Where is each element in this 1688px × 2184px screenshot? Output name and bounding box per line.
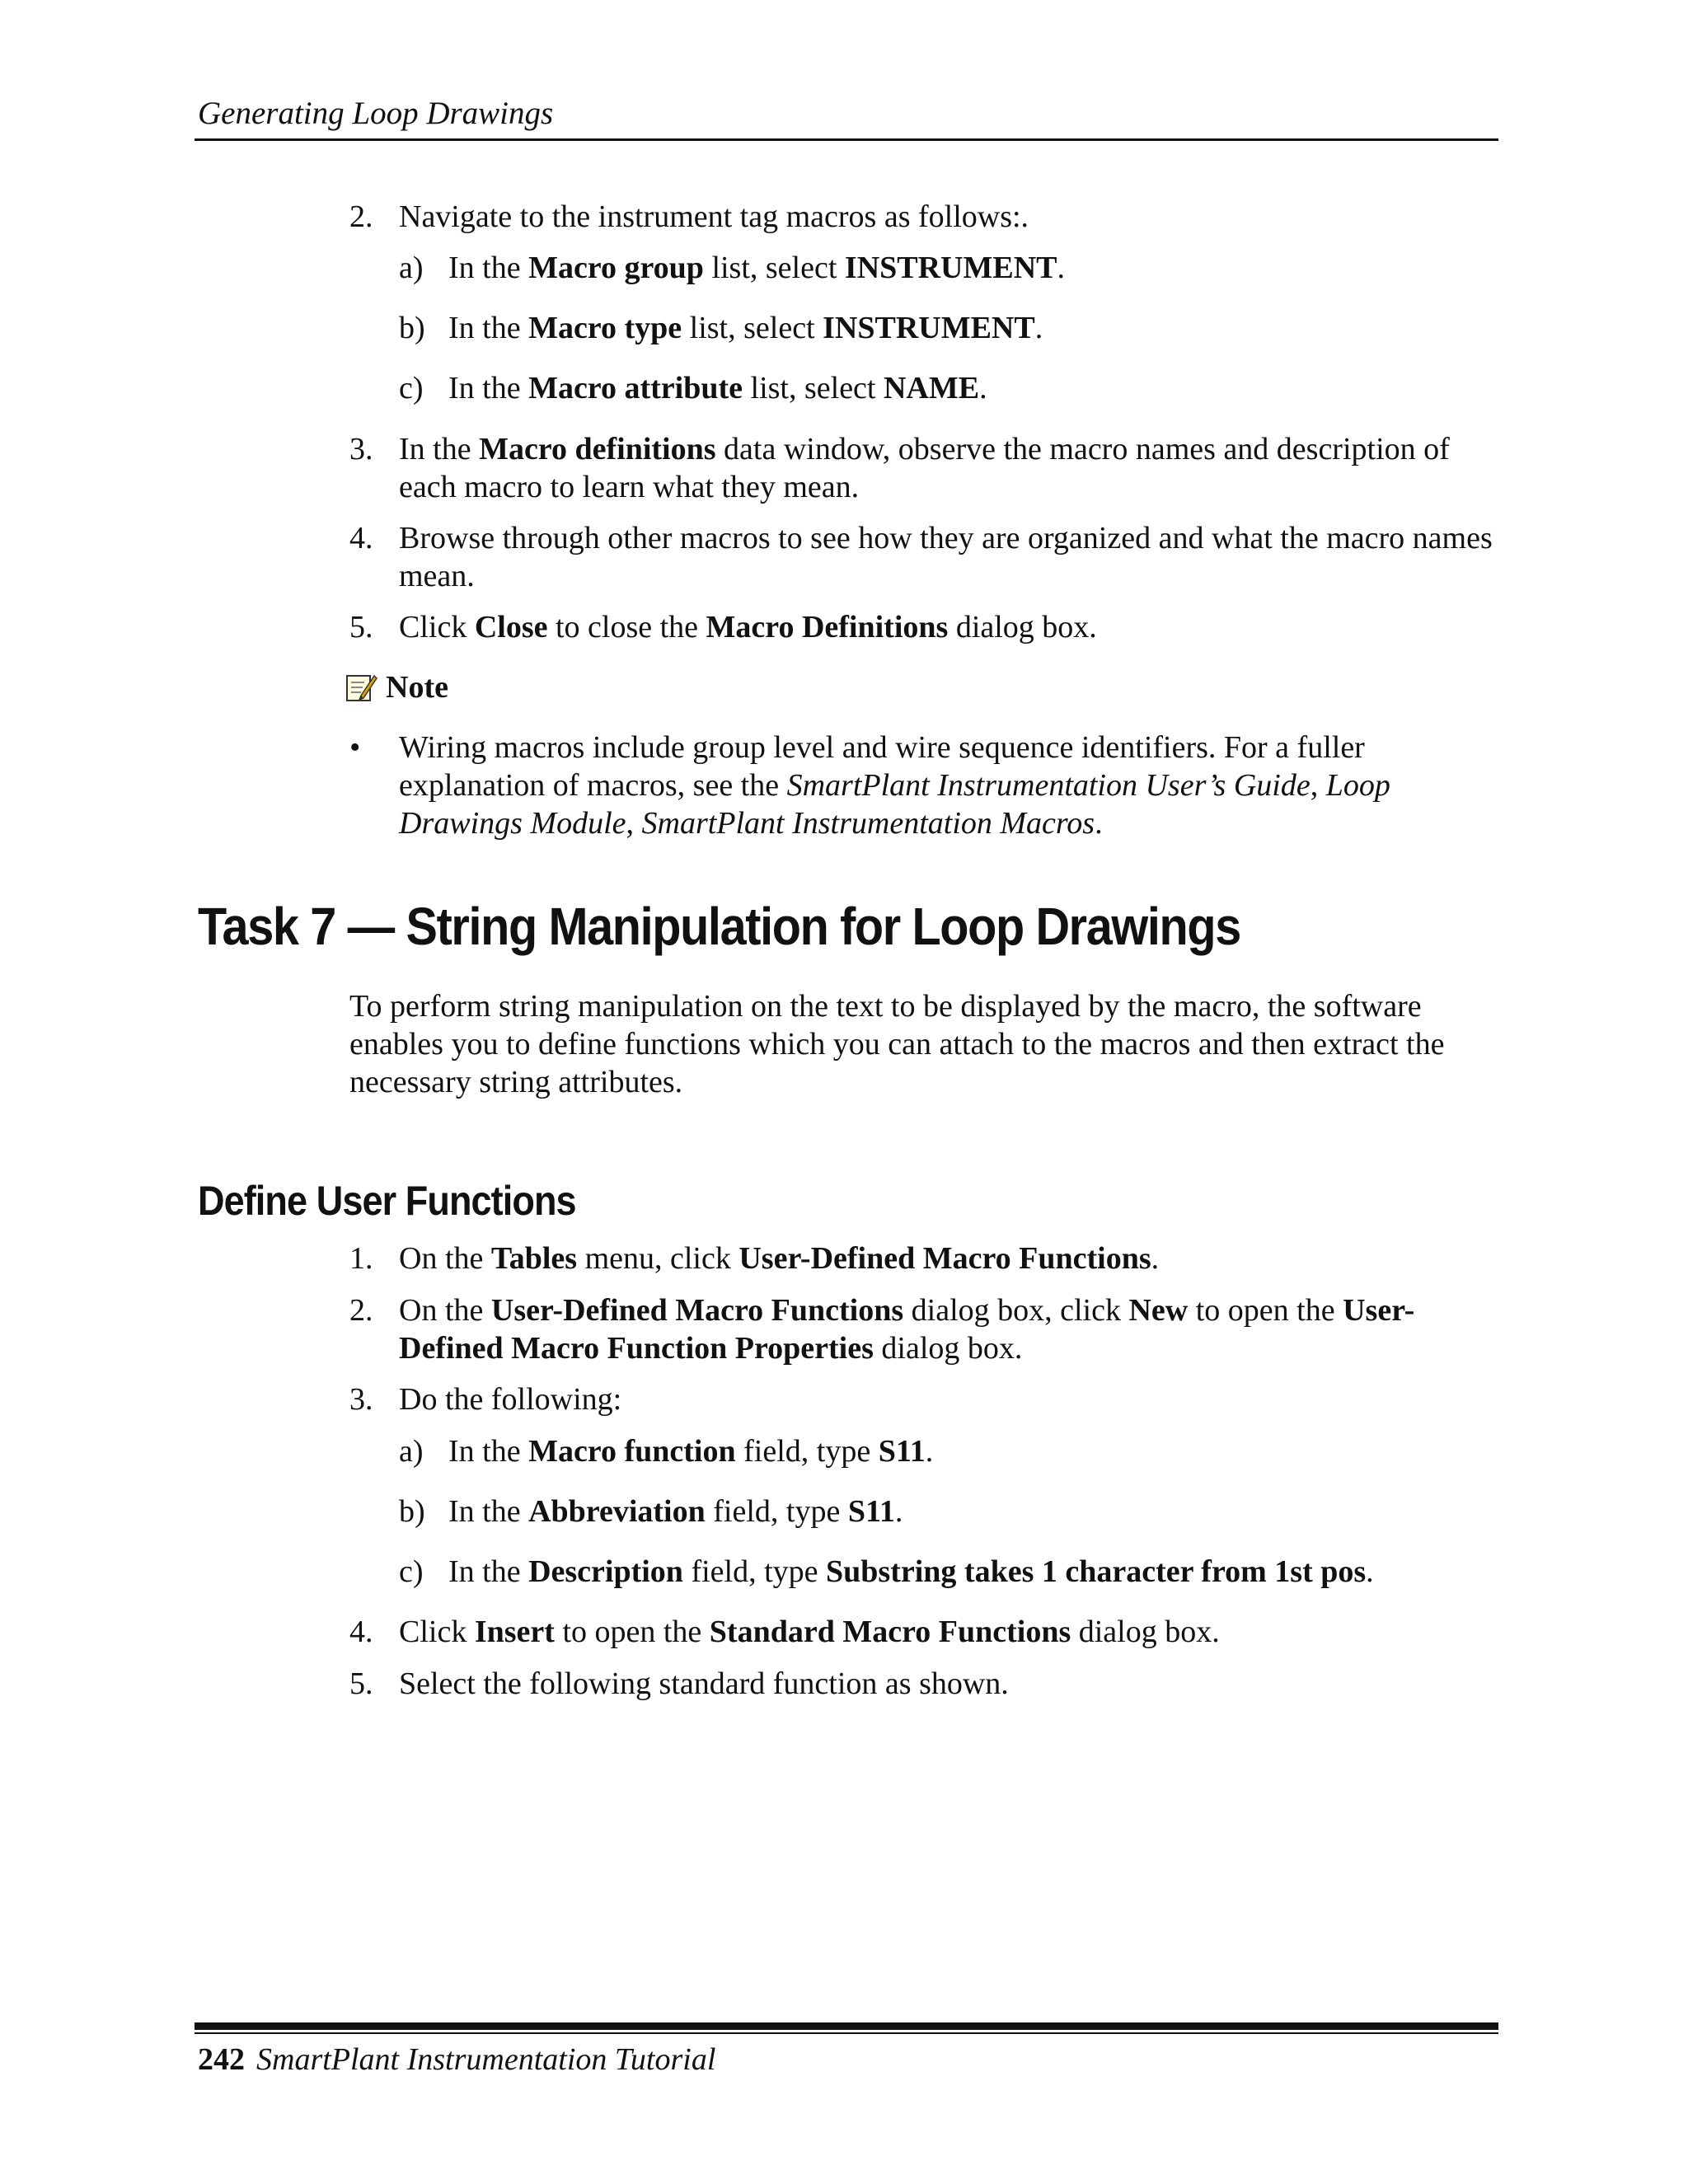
- ui-value: S11: [878, 1434, 926, 1469]
- text-span: dialog box.: [948, 610, 1097, 644]
- step-2c: [349, 369, 1503, 407]
- text-span: to open the: [1188, 1293, 1343, 1328]
- duf-step-5: [349, 1665, 1503, 1703]
- note-pencil-icon: [345, 671, 377, 704]
- sub-marker: b): [399, 1494, 425, 1529]
- text-span: In the: [448, 1434, 529, 1469]
- sub-item: [349, 249, 1503, 287]
- step-number: 4.: [349, 521, 373, 555]
- list-item: [349, 1613, 1503, 1651]
- bullet-item: [349, 729, 1404, 842]
- list-item: [349, 430, 1503, 506]
- step-number: 3.: [349, 432, 373, 466]
- ui-value: INSTRUMENT: [844, 251, 1057, 285]
- list-item: [349, 1291, 1503, 1367]
- step-number: 3.: [349, 1382, 373, 1417]
- sub-item: [349, 1432, 1503, 1470]
- step-text: Do the following:: [399, 1382, 622, 1417]
- step-5: [349, 608, 1503, 646]
- sub-marker: b): [399, 311, 425, 345]
- text-span: On the: [399, 1293, 491, 1328]
- text-span: In the: [448, 251, 529, 285]
- text-span: In the: [448, 1554, 529, 1589]
- text-span: dialog box.: [873, 1331, 1023, 1366]
- task-7-heading: Task 7 — String Manipulation for Loop Drawings: [198, 897, 1240, 956]
- text-span: Click: [399, 1615, 475, 1649]
- ui-term: Macro definitions: [479, 432, 716, 466]
- ui-term: Macro attribute: [528, 371, 743, 405]
- ui-term: Standard Macro Functions: [709, 1615, 1071, 1649]
- text-span: data window, observe the macro names and description of each macro to learn what they mean.: [399, 432, 1450, 504]
- text-span: In the: [448, 1494, 529, 1529]
- ui-term: Macro Definitions: [706, 610, 949, 644]
- note-bullet: [349, 729, 1404, 842]
- text-span: On the: [399, 1241, 491, 1276]
- text-span: menu, click: [577, 1241, 739, 1276]
- sub-marker: a): [399, 251, 424, 285]
- ui-term: New: [1128, 1293, 1189, 1328]
- sub-item: [349, 1553, 1503, 1591]
- header-rule: [195, 138, 1498, 141]
- page-number: 242: [198, 2042, 245, 2077]
- note-label: Note: [386, 670, 448, 705]
- text-span: .: [925, 1434, 934, 1469]
- text-span: field, type: [705, 1494, 848, 1529]
- sub-item: [349, 309, 1503, 347]
- ui-value: INSTRUMENT: [823, 311, 1035, 345]
- list-item: [349, 519, 1503, 595]
- step-number: 2.: [349, 199, 373, 234]
- text-span: .: [1057, 251, 1066, 285]
- text-span: .: [1366, 1554, 1374, 1589]
- duf-step-3b: [349, 1493, 1503, 1530]
- sub-marker: a): [399, 1434, 424, 1469]
- ui-term: Description: [528, 1554, 683, 1589]
- text-span: In the: [448, 311, 529, 345]
- step-text: Select the following standard function as shown.: [399, 1666, 1009, 1701]
- running-header: Generating Loop Drawings: [198, 96, 554, 131]
- text-span: list, select: [682, 311, 823, 345]
- list-item: [349, 1665, 1503, 1703]
- text-span: to open the: [554, 1615, 710, 1649]
- ui-term: Insert: [474, 1615, 555, 1649]
- text-span: .: [1034, 311, 1043, 345]
- text-span: .: [1095, 806, 1103, 841]
- sub-marker: c): [399, 371, 424, 405]
- footer-rule-thin: [195, 2032, 1498, 2034]
- text-span: ,: [626, 806, 642, 841]
- duf-step-1: [349, 1240, 1503, 1277]
- ui-value: NAME: [883, 371, 980, 405]
- ui-term: User-Defined Macro Functions: [738, 1241, 1151, 1276]
- step-number: 1.: [349, 1241, 373, 1276]
- text-span: to close the: [547, 610, 706, 644]
- step-number: 2.: [349, 1293, 373, 1328]
- text-span: .: [979, 371, 987, 405]
- sub-item: [349, 369, 1503, 407]
- ui-value: S11: [847, 1494, 895, 1529]
- text-span: .: [1151, 1241, 1160, 1276]
- text-span: list, select: [703, 251, 845, 285]
- sub-item: [349, 1493, 1503, 1530]
- step-2: [349, 198, 1503, 236]
- ui-term: Macro type: [528, 311, 682, 345]
- list-item: [349, 1380, 1503, 1418]
- duf-step-3: [349, 1380, 1503, 1418]
- text-span: field, type: [682, 1554, 827, 1589]
- text-span: Click: [399, 610, 475, 644]
- duf-step-2: [349, 1291, 1503, 1367]
- step-number: 5.: [349, 1666, 373, 1701]
- list-item: [349, 198, 1503, 236]
- duf-step-4: [349, 1613, 1503, 1651]
- step-2b: [349, 309, 1503, 347]
- note-heading: [345, 669, 448, 705]
- step-number: 5.: [349, 610, 373, 644]
- list-item: [349, 1240, 1503, 1277]
- ui-term: Macro function: [528, 1434, 736, 1469]
- book-title: SmartPlant Instrumentation Macros: [641, 806, 1095, 841]
- text-span: Wiring macros include group level and wire sequence identifiers. For a fuller explanation of macros, see the: [399, 730, 1365, 803]
- step-text: Browse through other macros to see how they are organized and what the macro names mean.: [399, 521, 1493, 593]
- sub-marker: c): [399, 1554, 424, 1589]
- text-span: dialog box, click: [903, 1293, 1129, 1328]
- text-span: ,: [1310, 768, 1326, 803]
- ui-value: Substring takes 1 character from 1st pos: [826, 1554, 1367, 1589]
- step-4: [349, 519, 1503, 595]
- ui-term: Abbreviation: [528, 1494, 706, 1529]
- text-span: field, type: [735, 1434, 879, 1469]
- ui-term: Macro group: [528, 251, 704, 285]
- ui-term: User-Defined Macro Function Properties: [399, 1293, 1415, 1366]
- step-number: 4.: [349, 1615, 373, 1649]
- book-title: Loop Drawings Module: [399, 768, 1390, 841]
- footer-doc-title: SmartPlant Instrumentation Tutorial: [256, 2042, 716, 2077]
- text-span: .: [894, 1494, 903, 1529]
- duf-step-3c: [349, 1553, 1503, 1591]
- footer-rule: [195, 2022, 1498, 2030]
- duf-step-3a: [349, 1432, 1503, 1470]
- text-span: dialog box.: [1071, 1615, 1220, 1649]
- step-text: Navigate to the instrument tag macros as follows:.: [399, 199, 1029, 234]
- list-item: [349, 608, 1503, 646]
- task-7-intro: To perform string manipulation on the text to be displayed by the macro, the software enables you to define functions which you can attach to the macros and then extract the necessary string attributes.: [349, 989, 1445, 1099]
- step-2a: [349, 249, 1503, 287]
- ui-term: Tables: [490, 1241, 578, 1276]
- text-span: In the: [399, 432, 480, 466]
- book-title: SmartPlant Instrumentation User’s Guide: [786, 768, 1311, 803]
- step-3: [349, 430, 1503, 506]
- bullet-marker: •: [349, 730, 361, 765]
- text-span: list, select: [743, 371, 884, 405]
- ui-term: Close: [474, 610, 548, 644]
- text-span: In the: [448, 371, 529, 405]
- define-user-functions-heading: Define User Functions: [198, 1178, 576, 1224]
- ui-term: User-Defined Macro Functions: [490, 1293, 904, 1328]
- page-footer: [198, 2041, 715, 2079]
